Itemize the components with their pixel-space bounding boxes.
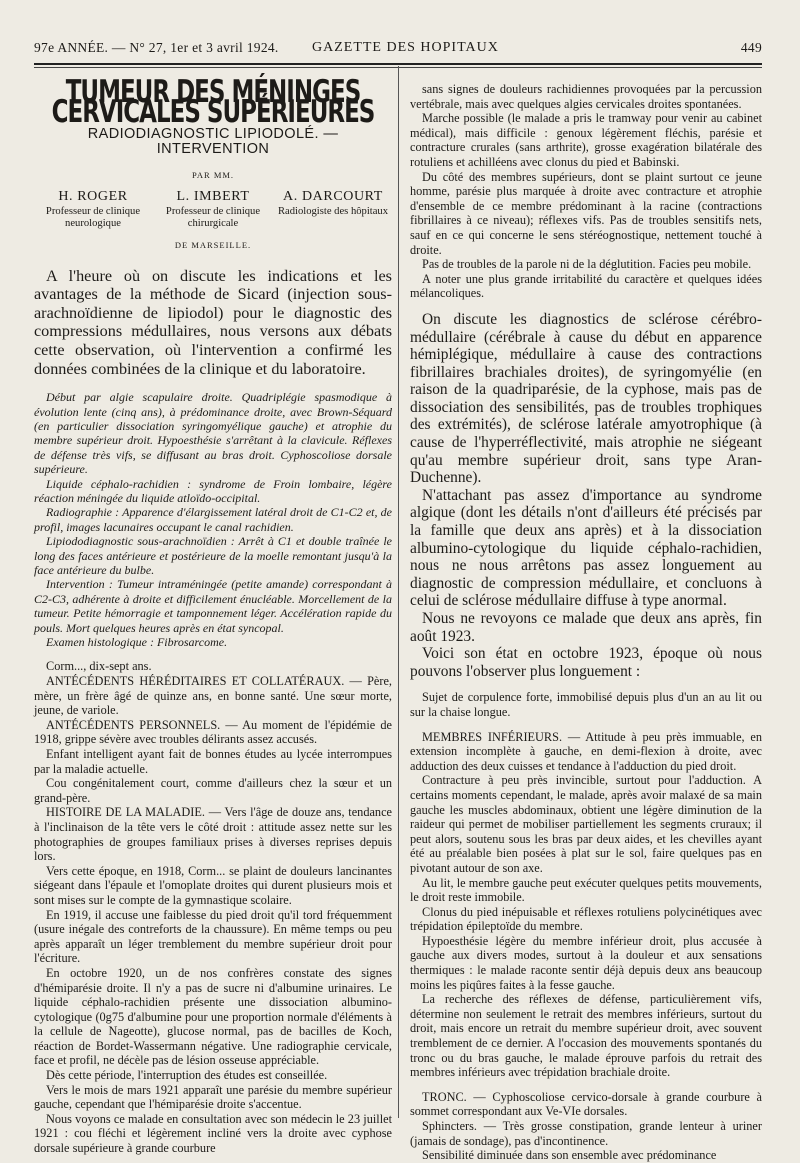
body-paragraph: ANTÉCÉDENTS PERSONNELS. — Au moment de l'épidémie de 1918, grippe sévère avec troubles délirants assez accusés. <box>34 717 392 747</box>
article-title: TUMEUR DES MÉNINGES CERVICALES SUPÉRIEURES <box>51 74 375 130</box>
body-paragraph: Sensibilité diminuée dans son ensemble avec prédominance <box>422 1148 717 1163</box>
body-paragraph: En 1919, il accuse une faiblesse du pied droit qu'il tord fréquemment (usure inégale des contreforts de la chaussure). En même temps ou peu après apparaît un léger tremblement du membre supérieur droit pour l'écriture. <box>34 907 392 966</box>
author-name: H. ROGER <box>58 188 128 204</box>
authors <box>34 188 392 230</box>
summary-paragraph: Lipiododiagnostic sous-arachnoïdien : Arrêt à C1 et double traînée le long des faces antérieure et postérieure de la moelle remontant jusqu'à la face antérieure du bulbe. <box>34 534 392 577</box>
summary-paragraph: Début par algie scapulaire droite. Quadriplégie spasmodique à évolution lente (cinq ans), à prédominance droite, avec Brown-Séquard (en particulier dissociation syringomyélique gauche) et atrophie du membre supérieur droit. Hypoesthésie s'arrêtant à la clavicule. Réflexes de défense très vifs, se diffusant au bras droit. Cyphoscoliose dorsale supérieure. <box>34 390 392 477</box>
left-column <box>34 70 392 1156</box>
author-name: A. DARCOURT <box>283 188 383 204</box>
body-paragraph: ANTÉCÉDENTS HÉRÉDITAIRES ET COLLATÉRAUX. — Père, mère, un frère âgé de quinze ans, en bonne santé. Une sœur morte, jeune, de variole. <box>34 674 392 718</box>
header-rule <box>34 63 762 65</box>
body-paragraph: Vers cette époque, en 1918, Corm... se plaint de douleurs lancinantes siégeant dans l'épaule et l'omoplate droites qui durent plusieurs mois et sont mises sur le compte de la gymnastique scolaire. <box>34 863 392 907</box>
body-paragraph: MEMBRES INFÉRIEURS. — Attitude à peu près immuable, en extension incomplète à gauche, en demi-flexion à droite, avec adduction des deux cuisses et tendance à l'adduction du pied droit. <box>410 729 762 773</box>
body-paragraph: Marche possible (le malade a pris le tramway pour venir au cabinet médical), mais difficile : genoux légèrement fléchis, parésie et contracture crurales (sans arthrite), grosse exagération bilatérale des rotuliens et achilléens avec clonus du pied et Babinski. <box>410 111 762 169</box>
discussion-paragraph: N'attachant pas assez d'importance au syndrome algique (dont les détails n'ont d'ailleurs été précisés par la famille que deux ans après) et à la dissociation albumino-cytologique du liquide céphalo-rachidien, nous ne nous arrêtons pas assez longuement au diagnostic de compression médullaire, et concluons à celui de sclérose médullaire diffuse à type anormal. <box>410 486 762 610</box>
author-city: DE MARSEILLE. <box>174 239 252 250</box>
body-paragraph: Au lit, le membre gauche peut exécuter quelques petits mouvements, le droit reste immobile. <box>410 875 762 905</box>
summary-paragraph: Liquide céphalo-rachidien : syndrome de Froin lombaire, légère réaction méningée du liquide atloïdo-occipital. <box>34 476 392 505</box>
author-name: L. IMBERT <box>176 188 250 204</box>
body-paragraph: Cou congénitalement court, comme d'ailleurs chez la sœur et un grand-père. <box>34 776 392 805</box>
body-paragraph: Pas de troubles de la parole ni de la déglutition. Facies peu mobile. <box>422 257 752 272</box>
right-column <box>410 82 762 1163</box>
article-subtitle: RADIODIAGNOSTIC LIPIODOLÉ. — INTERVENTION <box>87 126 339 157</box>
body-paragraph: Corm..., dix-sept ans. <box>46 659 152 674</box>
body-paragraph: Nous voyons ce malade en consultation avec son médecin le 23 juillet 1921 : cou fléchi et légèrement incliné vers la droite avec cyphose dorsale supérieure à grande courbure <box>34 1111 392 1156</box>
discussion-paragraph: Voici son état en octobre 1923, époque où nous pouvons l'observer plus longuement : <box>410 645 762 680</box>
running-header <box>34 40 762 60</box>
body-paragraph: sans signes de douleurs rachidiennes provoquées par la percussion vertébrale, mais avec quelques algies cervicales droites spontanées. <box>410 82 762 111</box>
body-paragraph: Du côté des membres supérieurs, dont se plaint surtout ce jeune homme, parésie plus marquée à droite avec contracture et atrophie d'ensemble de ce membre prédominant à la racine (contractions fibrillaires à ce niveau); réflexes vifs. Pas de troubles sensitifs nets, sauf en ce qui concerne le sens stéréognostique, nettement touché à droite. <box>410 169 762 257</box>
body-paragraph: Contracture à peu près invincible, surtout pour l'adduction. A certains moments cependant, le malade, après avoir malaxé de sa main gauche les muscles abdominaux, obtient une légère diminution de la raideur qui permet de mobiliser partiellement les segments cruraux; il peut alors, soutenu sous les bras par deux aides, et les chevilles ayant été au préalable bien posées à plat sur le sol, faire quelques pas en pivotant autour de son axe. <box>410 773 762 875</box>
body-paragraph: A noter une plus grande irritabilité du caractère et quelques idées mélancoliques. <box>410 271 762 301</box>
author <box>154 188 272 230</box>
author-role: Professeur de clinique chirurgicale <box>165 205 261 229</box>
author <box>34 188 152 230</box>
case-summary <box>34 390 392 649</box>
intro-paragraph: A l'heure où on discute les indications et les avantages de la méthode de Sicard (injection sous-arachnoïdienne de lipiodol) pour le diagnostic des compressions médullaires, nous versons aux débats cette observation, où l'intervention a confirmé les données combinées de la clinique et du laboratoire. <box>34 266 392 378</box>
body-paragraph: Sphincters. — Très grosse constipation, grande lenteur à uriner (jamais de sondage), pas d'incontinence. <box>410 1119 762 1148</box>
body-paragraph: TRONC. — Cyphoscoliose cervico-dorsale à grande courbure à sommet correspondant aux Ve-VIe dorsales. <box>410 1089 762 1119</box>
journal-title: GAZETTE DES HOPITAUX <box>312 40 499 55</box>
author-role: Professeur de clinique neurologique <box>45 205 141 229</box>
body-paragraph: La recherche des réflexes de défense, particulièrement vifs, détermine non seulement le retrait des membres inférieurs, surtout du droit, mais encore un retrait du membre supérieur droit, avec souvent tremblement de ce dernier. A l'occasion des mouvements spontanés du tronc ou du bras gauche, le malade éprouve parfois du retrait des membres inférieurs avec trépidation brachiale droite. <box>410 992 762 1080</box>
summary-paragraph: Intervention : Tumeur intraméningée (petite amande) correspondant à C2-C3, adhérente à droite et difficilement énucléable. Morcellement de la tumeur. Petite hémorragie et tamponnement léger. Accélération rapide du pouls. Mort quelques heures après en état syncopal. <box>34 577 392 635</box>
issue-line: 97e ANNÉE. — N° 27, 1er et 3 avril 1924. <box>34 40 279 55</box>
summary-paragraph: Examen histologique : Fibrosarcome. <box>46 635 228 650</box>
summary-paragraph: Radiographie : Apparence d'élargissement latéral droit de C1-C2 et, de profil, images lacunaires occupant le canal rachidien. <box>34 505 392 534</box>
discussion-paragraph: On discute les diagnostics de sclérose cérébro-médullaire (cérébrale à cause du début en apparence hémiplégique, médullaire à cause des contractions fibrillaires brachiales droites), de syringomyélie (en raison de la quadriparésie, de la cyphose, mais pas de dissociation des sensibilités, pas de troubles trophiques des extrémités), de sclérose latérale amyotrophique (à cause de l'hyperréflectivité, mais atrophie ne siégeant qu'au membre supérieur droit, sans type Aran-Duchenne). <box>410 310 762 487</box>
body-paragraph: Vers le mois de mars 1921 apparaît une parésie du membre supérieur gauche, cependant que l'hémiparésie droite s'accentue. <box>34 1082 392 1112</box>
body-paragraph: HISTOIRE DE LA MALADIE. — Vers l'âge de douze ans, tendance à l'inclinaison de la tête vers le côté droit : attitude assez nette sur les photographies de groupes familiaux prises à diverses reprises depuis lors. <box>34 805 392 864</box>
discussion-paragraph: Nous ne revoyons ce malade que deux ans après, fin août 1923. <box>410 610 762 645</box>
column-separator <box>398 66 399 1118</box>
body-paragraph: Dès cette période, l'interruption des études est conseillée. <box>46 1068 328 1083</box>
author-role: Radiologiste des hôpitaux <box>277 205 389 217</box>
body-paragraph: Enfant intelligent ayant fait de bonnes études au lycée interrompues par la maladie actuelle. <box>34 747 392 776</box>
body-paragraph: Hypoesthésie légère du membre inférieur droit, plus accusée à gauche aux divers modes, surtout à la douleur et aux sensations thermiques : le malade raconte sentir déjà depuis deux ans beaucoup moins les piqûres faites à la fesse gauche. <box>410 933 762 992</box>
page-number: 449 <box>740 40 762 55</box>
body-paragraph: En octobre 1920, un de nos confrères constate des signes d'hémiparésie droite. Il n'y a pas de sucre ni d'albumine urinaires. Le liquide céphalo-rachidien présente une dissociation albumino-cytologique (0g75 d'albumine pour une proportion normale d'éléments à la cellule de Nageotte), glucose normal, pas de bacilles de Koch, réaction de Bordet-Wassermann négative. Une radiographie cervicale, face et profil, ne décèle pas de lésion osseuse appréciable. <box>34 965 392 1068</box>
body-paragraph: Clonus du pied inépuisable et réflexes rotuliens polycinétiques avec trépidation épileptoïde du membre. <box>410 904 762 934</box>
author <box>274 188 392 230</box>
body-paragraph: Sujet de corpulence forte, immobilisé depuis plus d'un an au lit ou sur la chaise longue. <box>410 690 762 719</box>
par-mm: PAR MM. <box>191 170 235 181</box>
